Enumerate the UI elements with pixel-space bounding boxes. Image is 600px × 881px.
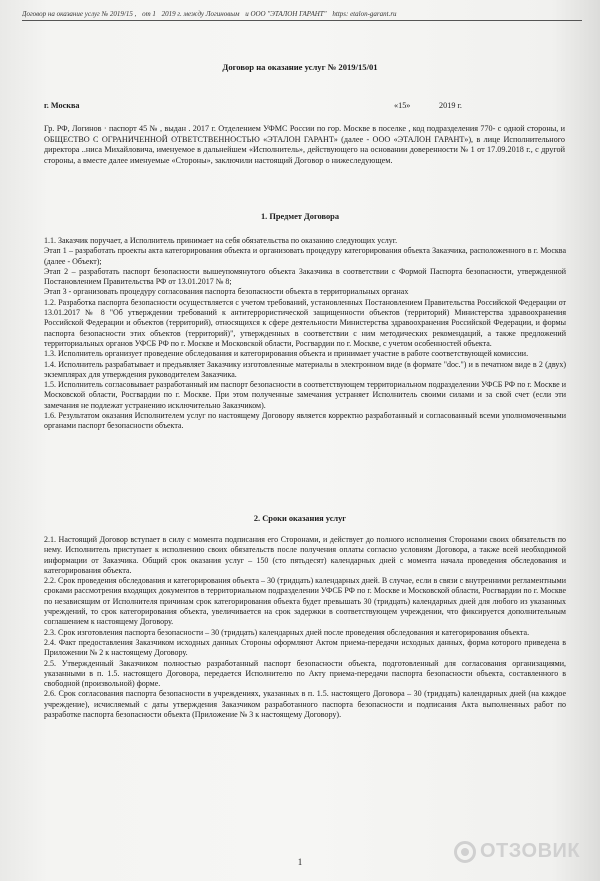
clause-1-1: 1.1. Заказчик поручает, а Исполнитель принимает на себя обязательства по оказанию следующих услуг. xyxy=(44,236,398,245)
date-year: 2019 г. xyxy=(439,101,462,110)
header-contract-ref: Договор на оказание услуг № 2019/15 , xyxy=(22,10,137,18)
clause-2-5: 2.5. Утвержденный Заказчиком полностью разработанный паспорт безопасности объекта, подготовленный для согласования организациями, указанными в п. 1.5. настоящего Договора, передается Исполнителю по Акту приема-передачи паспорта безопасности объекта, составленного в свободной (произвольной) форме. xyxy=(44,658,566,689)
document-title: Договор на оказание услуг № 2019/15/01 xyxy=(222,62,378,72)
section-2-title: 2. Сроки оказания услуг xyxy=(253,514,347,523)
watermark-text: ОТЗОВИК xyxy=(480,840,581,862)
section-1-title: 1. Предмет Договора xyxy=(260,212,340,221)
clause-1-5: 1.5. Исполнитель согласовывает разработанный им паспорт безопасности в соответствующем территориальном подразделении УФСБ РФ по г. Москве и Московской области, Росгвардии по г. Москве. При этом полученные замечания устраняет Исполнитель своими силами и за свой счет (если эти замечания не подлежат устранению исключительно Заказчиком). xyxy=(44,380,566,410)
page-number: 1 xyxy=(297,857,303,867)
clause-2-3: 2.3. Срок изготовления паспорта безопасности – 30 (тридцать) календарных дней после проведения обследования и категорирования объекта. xyxy=(44,627,530,637)
clause-2-4: 2.4. Факт предоставления Заказчиком исходных данных Стороны оформляют Актом приема-передачи исходных данных, форма которого приведена в Приложении № 2 к настоящему Договору. xyxy=(44,637,566,658)
header-url: https: etalon-garant.ru xyxy=(332,10,397,18)
clause-1-2: 1.2. Разработка паспорта безопасности осуществляется с учетом требований, установленных Постановлением Правительства Российской Федерации от 13.01.2017 № 8 "Об утверждении требований к антитеррористической защищенности объектов (территорий) Министерства здравоохранения Российской Федерации и объектов (территорий), относящихся к сфере деятельности Министерства здравоохранения Российской Федерации, и формы паспорта безопасности этих объектов (территорий)", утвержденных в соответствии с ним методических рекомендаций, а также предложений территориальных органов УФСБ РФ по г. Москве и Московской области, Росгвардии по г. Москве, с учетом особенностей объекта. xyxy=(44,297,566,348)
clause-2-2: 2.2. Срок проведения обследования и категорирования объекта – 30 (тридцать) календарных дней. В случае, если в связи с внутренними регламентными сроками рассмотрения входящих документов в территориальном подразделении УФСБ РФ по г. Москве и Московской области, Росгвардии по г. Москве по независящим от Исполнителя причинам срок категорирования объекта будет превышать 30 (тридцать) календарных дней для любого из указанных учреждений, то срок категорирования объекта, увеличивается на срок задержки в соответствующем учреждении, что фиксируется дополнительным соглашением к настоящему Договору. xyxy=(44,576,566,627)
parties-paragraph: Гр. РФ, Логинов · паспорт 45 № , выдан . 2017 г. Отделением УФМС России по гор. Москве в поселке , код подразделения 770- с одной стороны, и ОБЩЕСТВО С ОГРАНИЧЕННОЙ ОТВЕТСТВЕННОСТЬЮ «ЭТАЛОН ГАРАНТ» (далее - ООО «ЭТАЛОН ГАРАНТ»), в лице Исполнительного директора ..ниса Михайловича, именуемое в дальнейшем «Исполнитель», действующего на основании доверенности № 1 от 17.09.2018 г., с другой стороны, а вместе далее именуемые «Стороны», заключили настоящий Договор о нижеследующем. xyxy=(44,124,565,165)
section-2-body xyxy=(44,535,566,720)
otzovik-logo-icon xyxy=(454,841,476,863)
header-company: и ООО "ЭТАЛОН ГАРАНТ" xyxy=(245,10,327,18)
stage-3: Этап 3 - организовать процедуру согласования паспорта безопасности объекта в территориальных органах xyxy=(44,287,409,297)
contract-date xyxy=(394,101,462,110)
otzovik-watermark xyxy=(454,840,580,863)
city-date-line xyxy=(44,101,564,110)
clause-1-6: 1.6. Результатом оказания Исполнителем услуг по настоящему Договору является корректно разработанный и согласованный всеми уполномоченными органами паспорт безопасности объекта. xyxy=(44,411,566,431)
clause-1-3: 1.3. Исполнитель организует проведение обследования и категорирования объекта и принимает участие в работе соответствующей комиссии. xyxy=(44,349,529,359)
city: г. Москва xyxy=(44,101,80,110)
clause-1-4: 1.4. Исполнитель разрабатывает и предъявляет Заказчику изготовленные материалы в электронном виде (в формате "doc.") и в печатном виде в 2 (двух) экземплярах для утверждения руководителем Заказчика. xyxy=(44,359,566,379)
stage-1: Этап 1 – разработать проекты акта категорирования объекта и организовать процедуру категорирования объекта Заказчика, расположенного в г. Москва (далее - Объект); xyxy=(44,246,566,266)
header-between: 2019 г. между Логиновым xyxy=(161,10,240,18)
running-header xyxy=(22,10,582,21)
date-day: «15» xyxy=(394,101,411,110)
stage-2: Этап 2 – разработать паспорт безопасности вышеупомянутого объекта Заказчика в соответствии с Формой Паспорта безопасности, утвержденной Постановлением Правительства РФ от 13.01.2017 № 8; xyxy=(44,266,566,287)
clause-2-1: 2.1. Настоящий Договор вступает в силу с момента подписания его Сторонами, и действует до полного исполнения Сторонами своих обязательств по нему. Исполнитель приступает к исполнению своих обязательств после получения оплаты согласно условиям Договора, а также всей необходимой информации от Заказчика. Общий срок оказания услуг – 150 (сто пятьдесят) календарных дней с момента начала проведения обследования и категорирования объекта. xyxy=(44,535,566,575)
section-1-body xyxy=(44,236,566,432)
header-date-from: от 1 xyxy=(142,10,156,18)
clause-2-6: 2.6. Срок согласования паспорта безопасности в учреждениях, указанных в п. 1.5. настоящего Договора – 30 (тридцать) календарных дней (на каждое учреждение), исчисляемый с даты утверждения Заказчиком разработанного паспорта безопасности и подписания Акта выполненных работ по разработке паспорта безопасности объекта (Приложение № 3 к настоящему Договору). xyxy=(44,689,566,720)
